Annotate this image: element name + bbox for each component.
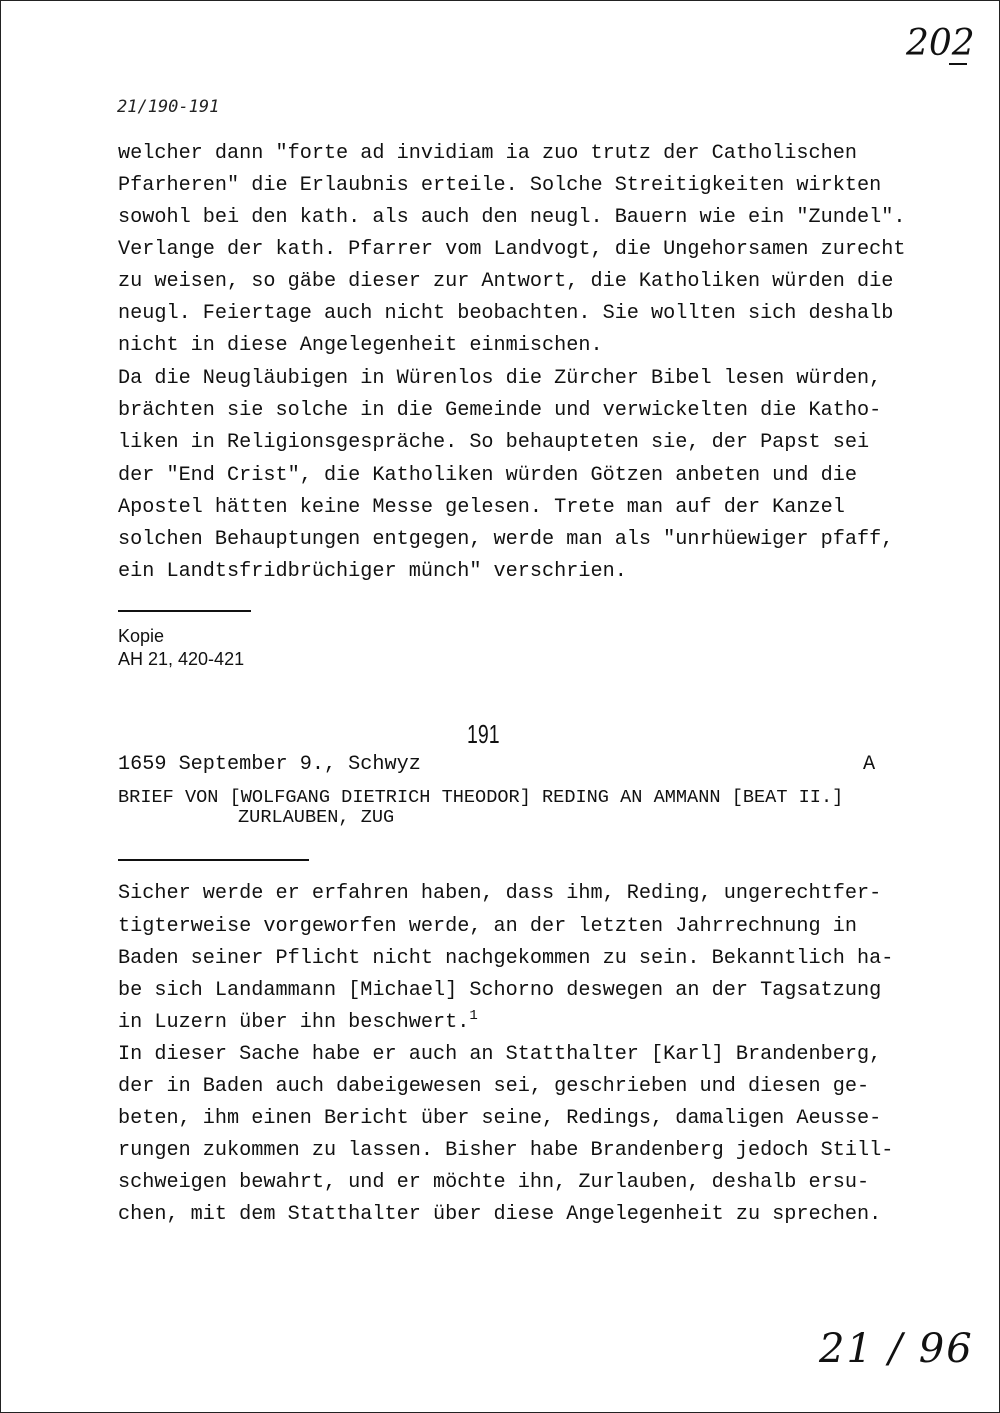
paragraph-1-line: Verlange der kath. Pfarrer vom Landvogt, die Ungehorsamen zurecht	[118, 238, 906, 261]
paragraph-2-last-text: in Luzern über ihn beschwert.	[118, 1011, 470, 1034]
section-rule	[118, 859, 309, 861]
paragraph-2-line: tigterweise vorgeworfen werde, an der letzten Jahrrechnung in	[118, 915, 857, 938]
footnote-mark: 1	[469, 1008, 478, 1024]
paragraph-1-line: Da die Neugläubigen in Würenlos die Zürcher Bibel lesen würden,	[118, 367, 882, 390]
paragraph-1-line: Pfarheren" die Erlaubnis erteile. Solche Streitigkeiten wirkten	[118, 174, 882, 197]
paragraph-1-line: ein Landtsfridbrüchiger münch" verschrien.	[118, 560, 627, 583]
paragraph-1-line: nicht in diese Angelegenheit einmischen.	[118, 334, 603, 357]
paragraph-2-line	[118, 1008, 478, 1034]
paragraph-2-line: Sicher werde er erfahren haben, dass ihm, Reding, ungerechtfer-	[118, 882, 882, 905]
folio-number: 202	[906, 23, 975, 64]
document-number: 191	[467, 719, 500, 749]
paragraph-2-line: Baden seiner Pflicht nicht nachgekommen zu sein. Bekanntlich ha-	[118, 947, 894, 970]
section-rule	[118, 610, 251, 612]
paragraph-3-line: chen, mit dem Statthalter über diese Angelegenheit zu sprechen.	[118, 1203, 882, 1226]
paragraph-1-line: zu weisen, so gäbe dieser zur Antwort, die Katholiken würden die	[118, 270, 894, 293]
folio-underline	[949, 63, 967, 65]
paragraph-1-line: sowohl bei den kath. als auch den neugl. Bauern wie ein "Zundel".	[118, 206, 906, 229]
source-kind: Kopie	[118, 626, 165, 646]
paragraph-3-line: der in Baden auch dabeigewesen sei, geschrieben und diesen ge-	[118, 1075, 870, 1098]
paragraph-1-line: brächten sie solche in die Gemeinde und verwickelten die Katho-	[118, 399, 882, 422]
reference-number: 21/190-191	[117, 97, 220, 117]
paragraph-2-line: be sich Landammann [Michael] Schorno deswegen an der Tagsatzung	[118, 979, 882, 1002]
paragraph-1-line: solchen Behauptungen entgegen, werde man als "unrhüewiger pfaff,	[118, 528, 894, 551]
heading-line-2: ZURLAUBEN, ZUG	[238, 807, 395, 828]
archive-signature: 21 / 96	[819, 1326, 974, 1372]
paragraph-1-line: liken in Religionsgespräche. So behaupteten sie, der Papst sei	[118, 431, 870, 454]
source-location: AH 21, 420-421	[118, 649, 245, 669]
document-code: A	[863, 753, 876, 776]
paragraph-1-line: Apostel hätten keine Messe gelesen. Trete man auf der Kanzel	[118, 496, 845, 519]
date-place: 1659 September 9., Schwyz	[118, 753, 421, 776]
heading-line-1: BRIEF VON [WOLFGANG DIETRICH THEODOR] REDING AN AMMANN [BEAT II.]	[118, 787, 844, 808]
paragraph-1-line: welcher dann "forte ad invidiam ia zuo trutz der Catholischen	[118, 142, 857, 165]
paragraph-3-line: rungen zukommen zu lassen. Bisher habe Brandenberg jedoch Still-	[118, 1139, 894, 1162]
paragraph-1-line: der "End Crist", die Katholiken würden Götzen anbeten und die	[118, 464, 857, 487]
paragraph-3-line: schweigen bewahrt, und er möchte ihn, Zurlauben, deshalb ersu-	[118, 1171, 870, 1194]
paragraph-1-line: neugl. Feiertage auch nicht beobachten. Sie wollten sich deshalb	[118, 302, 894, 325]
paragraph-3-line: beten, ihm einen Bericht über seine, Redings, damaligen Aeusse-	[118, 1107, 882, 1130]
paragraph-3-line: In dieser Sache habe er auch an Statthalter [Karl] Brandenberg,	[118, 1043, 882, 1066]
